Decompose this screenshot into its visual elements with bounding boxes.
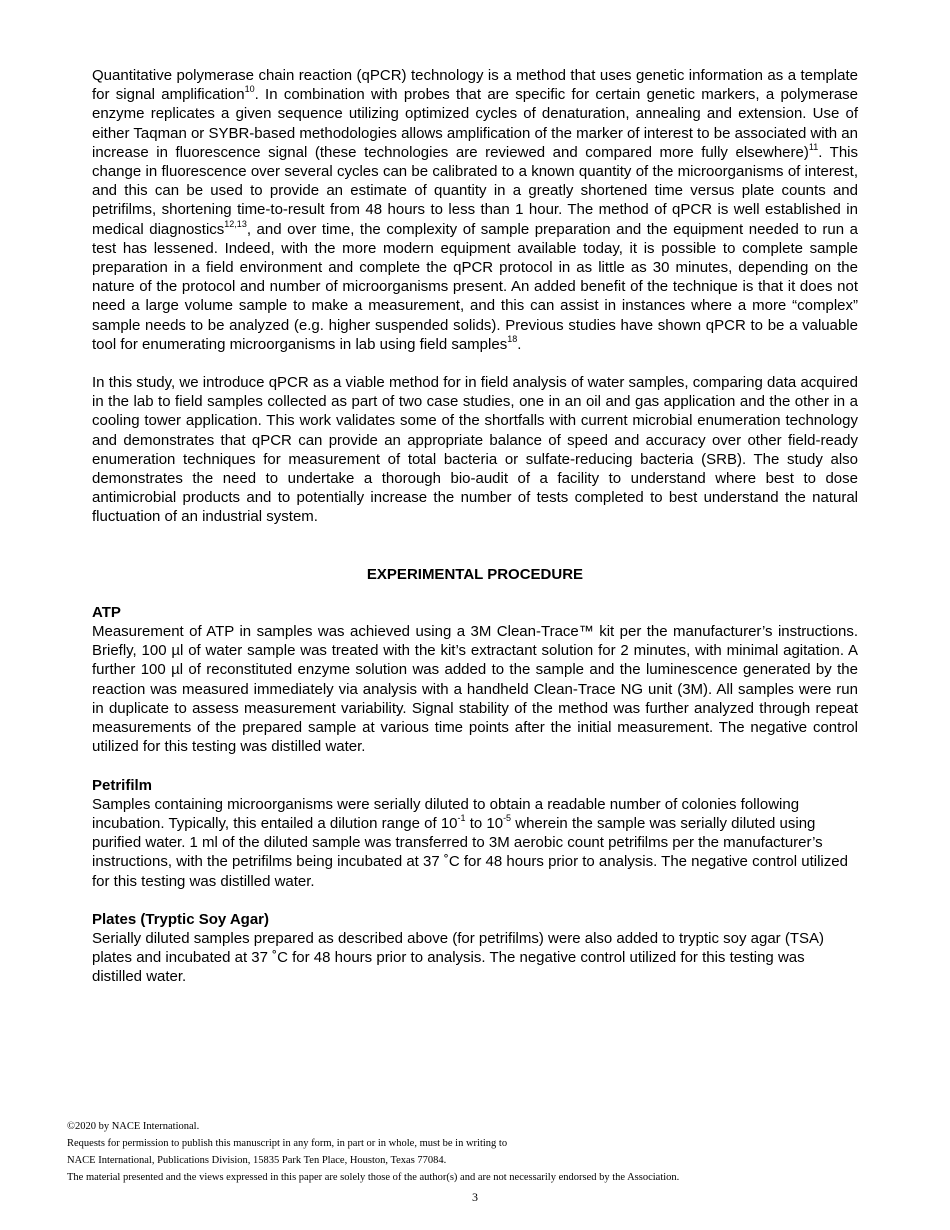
plates-section: [92, 910, 858, 987]
petrifilm-section: [92, 776, 858, 891]
citation-superscript: 11: [808, 141, 819, 152]
petrifilm-text-2: to 10: [465, 814, 504, 832]
page-footer: [67, 1118, 887, 1186]
intro-p1-text-1: Quantitative polymerase chain reaction (qPCR) technology is a method that uses genetic information as a template for signal amplification: [92, 67, 858, 104]
plates-heading: Plates (Tryptic Soy Agar): [92, 910, 269, 928]
intro-p1-text-5: .: [517, 335, 522, 353]
page-content: [92, 66, 858, 1006]
intro-paragraph-2: In this study, we introduce qPCR as a viable method for in field analysis of water samples, comparing data acquired in the lab to field samples collected as part of two case studies, one in an oil and gas application and the other in a cooling tower application. This work validates some of the shortfalls with current microbial enumeration technology and demonstrates that qPCR can provide an appropriate balance of speed and accuracy over other field-ready enumeration techniques for measurement of total bacteria or sulfate-reducing bacteria (SRB). The study also demonstrates the need to undertake a thorough bio-audit of a facility to understand where best to dose antimicrobial products and to potentially increase the number of tests completed to best understand the natural fluctuation of an industrial system.: [92, 374, 858, 526]
intro-paragraph-1: [92, 66, 858, 354]
petrifilm-heading: Petrifilm: [92, 776, 153, 794]
petrifilm-body: [92, 795, 858, 891]
atp-section: [92, 603, 858, 757]
citation-superscript: 10: [244, 84, 255, 95]
atp-body: Measurement of ATP in samples was achieved using a 3M Clean-Trace™ kit per the manufacturer’s instructions. Briefly, 100 µl of water sample was treated with the kit’s extractant solution for 2 minutes, with minimal agitation. A further 100 µl of reconstituted enzyme solution was added to the sample and the luminescence generated by the reaction was measured immediately via analysis with a handheld Clean-Trace NG unit (3M). All samples were run in duplicate to assess measurement variability. Signal stability of the method was further analyzed through repeat measurements of the prepared sample at various time points after the initial measurement. The negative control utilized for this testing was distilled water.: [92, 623, 858, 756]
section-heading: EXPERIMENTAL PROCEDURE: [366, 565, 584, 583]
citation-superscript: 18: [507, 333, 518, 344]
intro-p1-text-3: . This change in fluorescence over several cycles can be calibrated to a known quantity of the microorganisms of interest, and this can be used to provide an estimate of quantity in a greatly shortened time versus plate counts and petrifilms, shortening time-to-result from 48 hours to less than 1 hour. The method of qPCR is well established in medical diagnostics: [92, 143, 858, 238]
petrifilm-text-3: wherein the sample was serially diluted using purified water. 1 ml of the diluted sample was transferred to 3M aerobic count petrifilms per the manufacturer’s instructions, with the petrifilms being incubated at 37 ˚C for 48 hours prior to analysis. The negative control utilized for this testing was distilled water.: [92, 814, 848, 890]
petrifilm-text-1: Samples containing microorganisms were serially diluted to obtain a readable number of colonies following incubation. Typically, this entailed a dilution range of 10: [92, 795, 800, 832]
intro-p1-text-2: . In combination with probes that are specific for certain genetic markers, a polymerase enzyme replicates a given sequence utilizing optimized cycles of denaturation, annealing and extension. Use of either Taqman or SYBR-based methodologies allows amplification of the marker of interest to be associated with an increase in fluorescence signal (these technologies are reviewed and compared more fully elsewhere): [92, 86, 858, 161]
exponent-superscript: -5: [503, 812, 512, 823]
exponent-superscript: -1: [457, 812, 466, 823]
intro-p1-text-4: , and over time, the complexity of sample preparation and the equipment needed to run a test has lessened. Indeed, with the more modern equipment available today, it is possible to complete sample preparation in a field environment and complete the qPCR protocol in as little as 30 minutes, depending on the nature of the protocol and number of microorganisms present. An added benefit of the technique is that it does not need a large volume sample to make a measurement, and this can assist in instances where a more “complex” sample needs to be analyzed (e.g. higher suspended solids). Previous studies have shown qPCR to be a valuable tool for enumerating microorganisms in lab using field samples: [92, 220, 858, 353]
page-number: 3: [472, 1190, 478, 1204]
plates-body: Serially diluted samples prepared as described above (for petrifilms) were also added to tryptic soy agar (TSA) plates and incubated at 37 ˚C for 48 hours prior to analysis. The negative control utilized for this testing was distilled water.: [92, 929, 824, 986]
citation-superscript: 12,13: [224, 218, 247, 229]
footer-address-line: NACE International, Publications Division, 15835 Park Ten Place, Houston, Texas 77084.: [67, 1155, 447, 1166]
footer-permission-line: Requests for permission to publish this manuscript in any form, in part or in whole, must be in writing to: [67, 1138, 508, 1149]
copyright-line: ©2020 by NACE International.: [67, 1121, 200, 1132]
atp-heading: ATP: [92, 603, 121, 621]
footer-disclaimer-line: The material presented and the views expressed in this paper are solely those of the author(s) and are not necessarily endorsed by the Association.: [67, 1172, 680, 1183]
